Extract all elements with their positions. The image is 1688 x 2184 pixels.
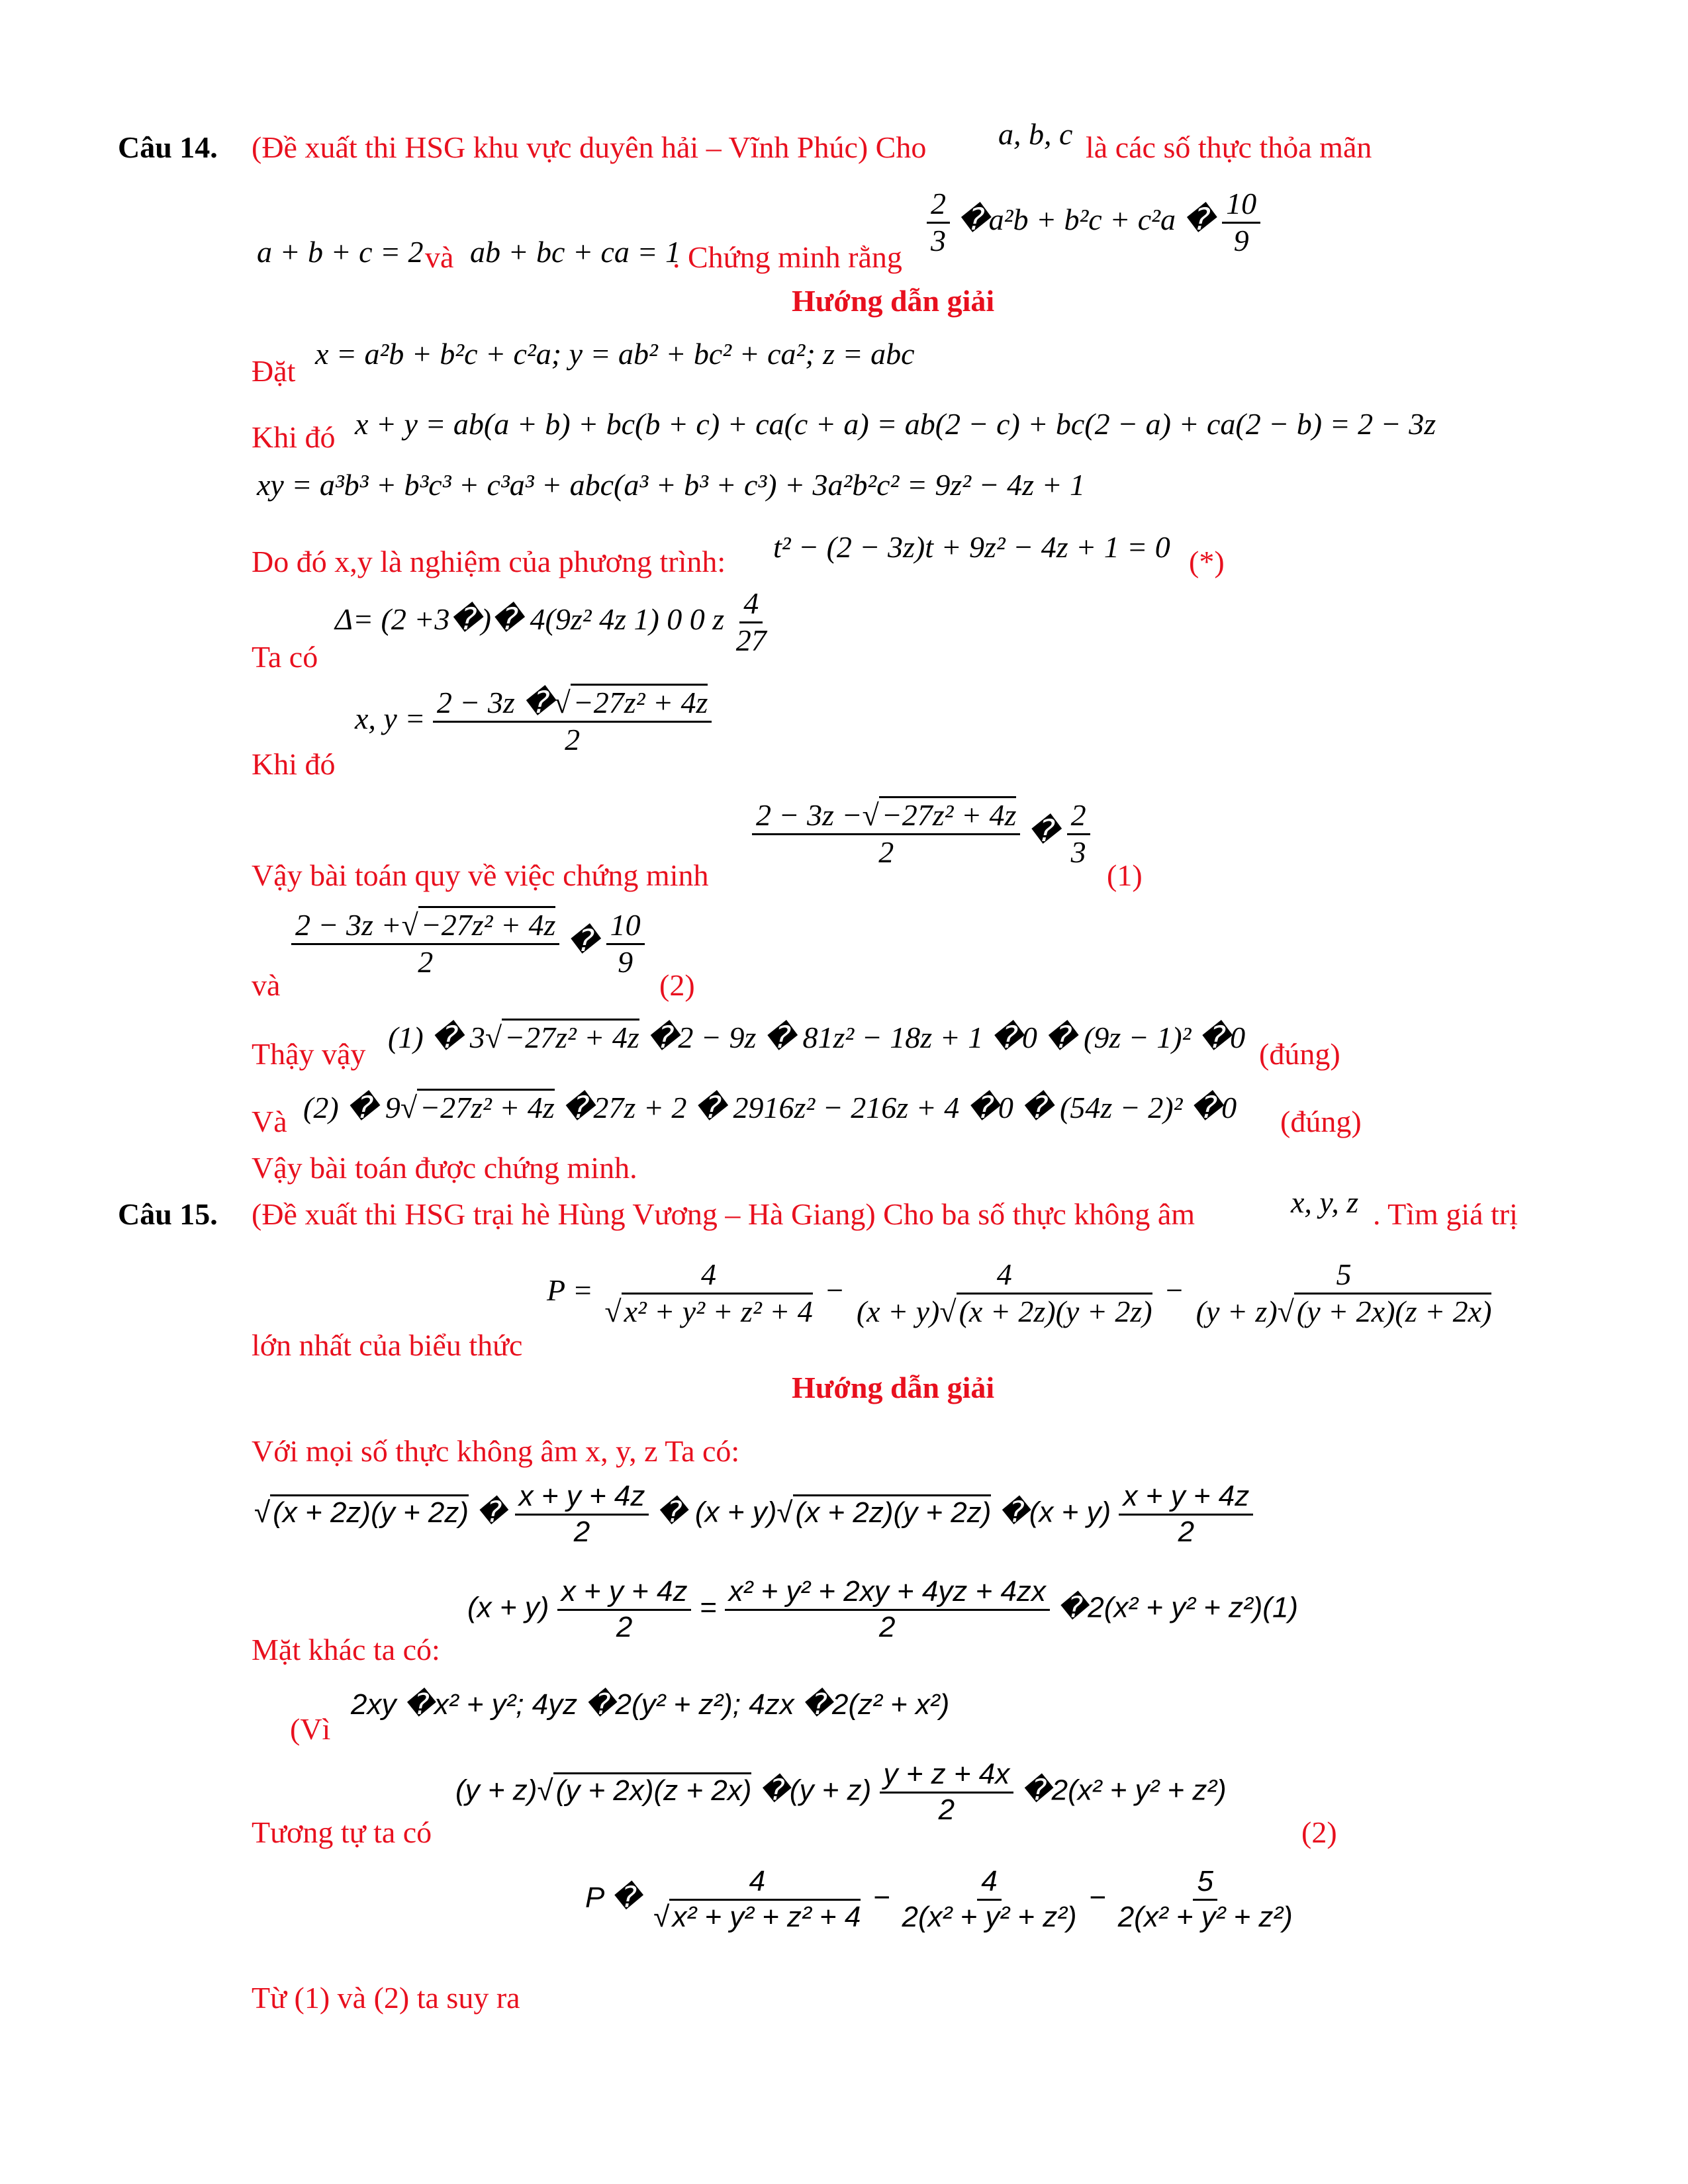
q14-set-expr: x = a²b + b²c + c²a; y = ab² + bc² + ca²; z = abc (315, 337, 915, 371)
q14-prove: . Chứng minh rằng (673, 240, 902, 274)
q14-label: Câu 14. (118, 130, 218, 164)
q14-xy-formula: x, y = $\frac{\text{2 − 3z �√ −27z² + 4z}}{2}$ (355, 686, 712, 758)
q14-star: (*) (1189, 545, 1225, 578)
q14-then-label: Khi đó (252, 420, 336, 454)
q15-line2: (x + y) $\frac{x + y + 4z}{2}$ = $\frac{\text{x² + y² + 2xy + 4yz + 4zx}}{2}$ �2(x² + y² + z²)(1) (467, 1575, 1299, 1643)
q14-cond2: ab + bc + ca = 1 (470, 235, 680, 269)
q14-dung1: (đúng) (1259, 1037, 1340, 1071)
q14-r1: $\frac{\text{2 − 3z −√ −27z² + 4z}}{2}$ � $\frac{2}{3}$ (752, 798, 1090, 870)
q15-vars: x, y, z (1291, 1185, 1359, 1219)
q14-inequality: $\frac{2}{3}$ �a²b + b²c + c²a � $\frac{10}{9}$ (927, 187, 1260, 259)
q14-taco: Ta có (252, 640, 318, 674)
q15-matkhac: Mặt khác ta có: (252, 1633, 440, 1666)
q14-cond1: a + b + c = 2 (257, 235, 424, 269)
q15-intro: (Đề xuất thi HSG trại hè Hùng Vương – Hà Giang) Cho ba số thực không âm (252, 1197, 1196, 1231)
q14-r2-tag: (2) (659, 968, 695, 1002)
q15-vi: (Vì (290, 1712, 331, 1746)
q14-vars: a, b, c (998, 117, 1073, 151)
q14-set-label: Đặt (252, 354, 296, 388)
q15-tu: Từ (1) và (2) ta suy ra (252, 1981, 520, 2015)
q14-va: và (252, 968, 281, 1002)
q15-label: Câu 15. (118, 1197, 218, 1231)
q15-l3-tag: (2) (1301, 1815, 1337, 1849)
q14-xy-expr: xy = a³b³ + b³c³ + c³a³ + abc(a³ + b³ + c³) + 3a²b²c² = 9z² − 4z + 1 (257, 468, 1086, 502)
q15-intro2: . Tìm giá trị (1373, 1197, 1518, 1231)
q15-line3: (y + z)√ (y + 2x)(z + 2x) �(y + z) $\frac{y + z + 4x}{2}$ �2(x² + y² + z²) (455, 1758, 1227, 1827)
q14-reduce-text: Vậy bài toán quy về việc chứng minh (252, 858, 709, 892)
q15-maxtext: lớn nhất của biểu thức (252, 1328, 523, 1362)
q14-guide-heading: Hướng dẫn giải (792, 284, 995, 318)
q14-t2: (2) � 9√ −27z² + 4z �27z + 2 � 2916z² − 216z + 4 �0 � (54z − 2)² �0 (303, 1089, 1237, 1125)
q15-line1: √ (x + 2z)(y + 2z) � $\frac{x + y + 4z}{2}$ � (x + y)√ (x + 2z)(y + 2z) �(x + y) $\frac{x + y + 4z}{2}$ (254, 1480, 1253, 1549)
q15-p-expr: P = 4 √ x² + y² + z² + 4 − $\frac{4}{(x + y)√ (x + 2z)(y + 2z)}$ − $\frac{5}{(y + z)√ (y + 2x)(z + 2x)}$ (547, 1257, 1495, 1330)
q14-t1: (1) � 3√ −27z² + 4z �2 − 9z � 81z² − 18z + 1 �0 � (9z − 1)² �0 (388, 1019, 1245, 1055)
q15-forall: Với mọi số thực không âm x, y, z Ta có: (252, 1434, 740, 1468)
q14-and: và (425, 240, 454, 274)
q15-tuongtu: Tương tự ta có (252, 1815, 432, 1849)
q14-roots-eq: t² − (2 − 3z)t + 9z² − 4z + 1 = 0 (773, 530, 1170, 564)
q14-r2: $\frac{\text{2 − 3z +√ −27z² + 4z}}{2}$ � $\frac{10}{9}$ (291, 908, 645, 980)
q14-r1-tag: (1) (1107, 858, 1143, 892)
q14-khido2: Khi đó (252, 747, 336, 781)
q14-roots-text: Do đó x,y là nghiệm của phương trình: (252, 545, 726, 578)
q14-delta: Δ= (2 +3�)� 4(9z² 4z 1) 0 0 z $\frac{4}{27}$ (335, 586, 767, 657)
q14-then-expr: x + y = ab(a + b) + bc(b + c) + ca(c + a) = ab(2 − c) + bc(2 − a) + ca(2 − b) = 2 − 3z (355, 407, 1436, 441)
q14-va2: Và (252, 1105, 287, 1138)
q15-line4: P � 4 √ x² + y² + z² + 4 − $\frac{4}{\text{2(x² + y² + z²)}}$ − $\frac{5}{\text{2(x² + y² + z²)}}$ (585, 1865, 1297, 1934)
q14-intro2: là các số thực thỏa mãn (1086, 130, 1372, 164)
q15-vi-expr: 2xy �x² + y²; 4yz �2(y² + z²); 4zx �2(z² + x²) (351, 1688, 950, 1721)
q14-done: Vậy bài toán được chứng minh. (252, 1151, 637, 1185)
q14-thayvay: Thậy vậy (252, 1037, 366, 1071)
q14-dung2: (đúng) (1280, 1105, 1362, 1138)
q15-guide-heading: Hướng dẫn giải (792, 1371, 995, 1404)
q14-intro: (Đề xuất thi HSG khu vực duyên hải – Vĩnh Phúc) Cho (252, 130, 927, 164)
